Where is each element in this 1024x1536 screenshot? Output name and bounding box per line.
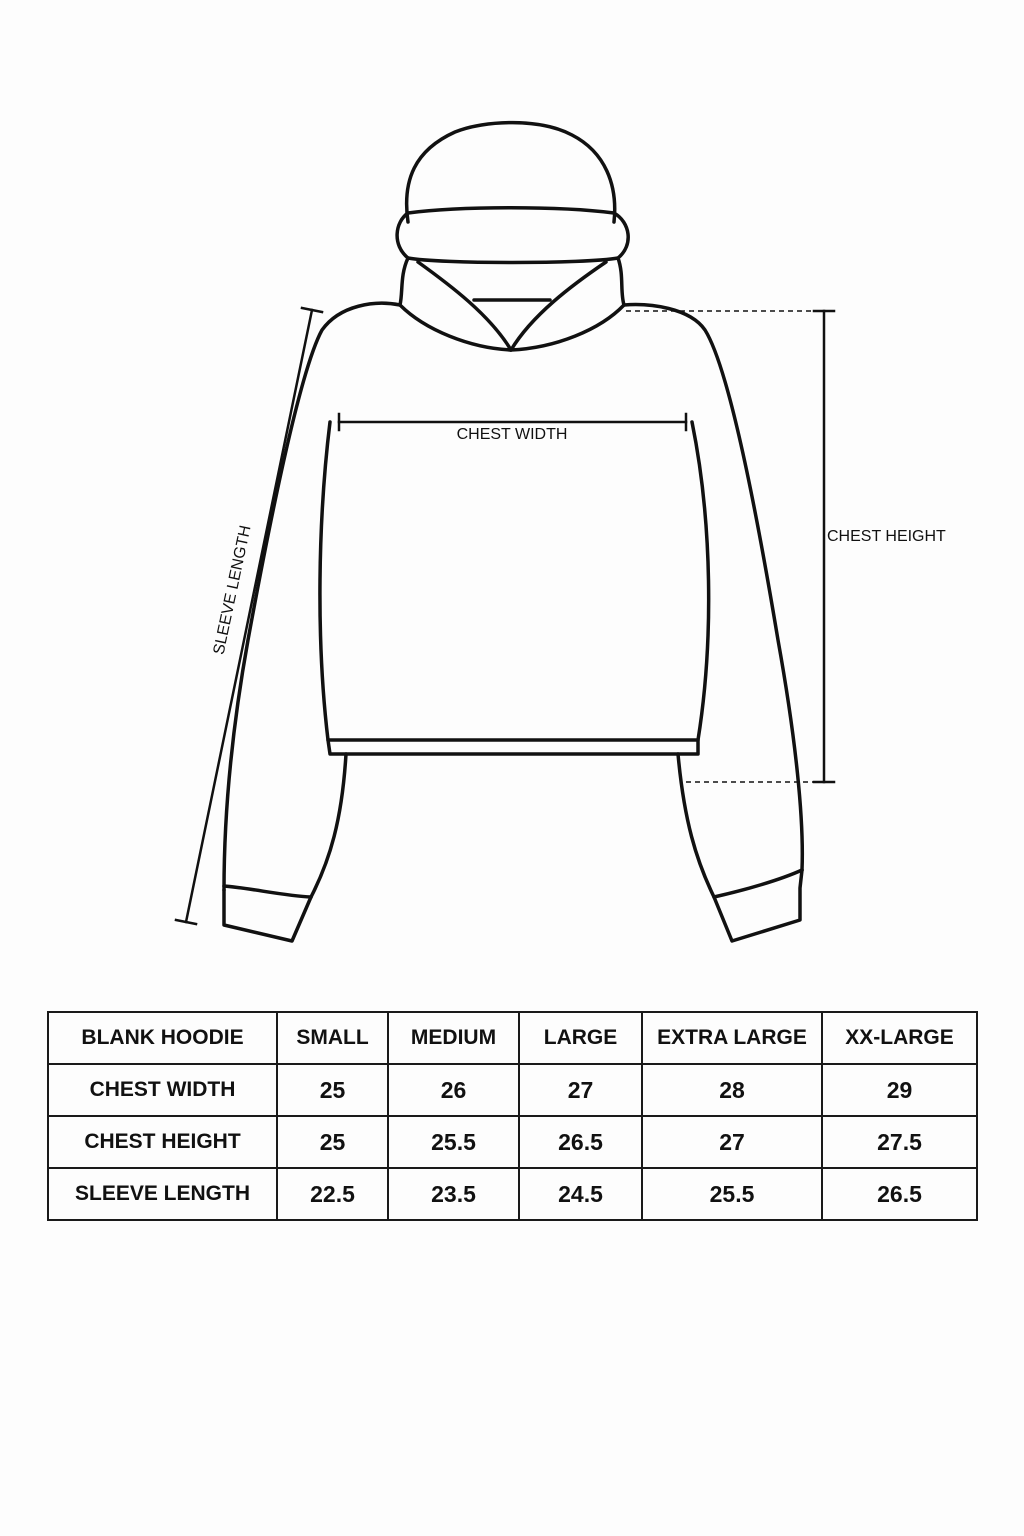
product-name-header: BLANK HOODIE bbox=[48, 1012, 277, 1064]
size-header: XX-LARGE bbox=[822, 1012, 977, 1064]
right-sleeve-outer bbox=[624, 305, 802, 870]
size-header: LARGE bbox=[519, 1012, 642, 1064]
measurement-value: 28 bbox=[642, 1064, 822, 1116]
sleeve-length-line bbox=[186, 310, 312, 922]
measurement-value: 25.5 bbox=[388, 1116, 519, 1168]
body-left-side bbox=[320, 422, 330, 740]
measurement-value: 26.5 bbox=[519, 1116, 642, 1168]
measurement-value: 23.5 bbox=[388, 1168, 519, 1220]
left-cuff-seam bbox=[224, 886, 311, 897]
hood-collar-right bbox=[511, 258, 624, 350]
chest-width-label: CHEST WIDTH bbox=[456, 426, 568, 443]
right-cuff-seam bbox=[714, 870, 802, 897]
measurement-value: 29 bbox=[822, 1064, 977, 1116]
measurement-value: 25.5 bbox=[642, 1168, 822, 1220]
right-cuff bbox=[714, 870, 802, 941]
size-header: SMALL bbox=[277, 1012, 388, 1064]
table-row bbox=[48, 1064, 977, 1116]
measurement-value: 22.5 bbox=[277, 1168, 388, 1220]
size-header: MEDIUM bbox=[388, 1012, 519, 1064]
hood-collar-left bbox=[400, 258, 511, 350]
measurement-value: 27 bbox=[642, 1116, 822, 1168]
left-sleeve-inner bbox=[311, 754, 346, 897]
measurement-label: SLEEVE LENGTH bbox=[48, 1168, 277, 1220]
measurement-value: 26 bbox=[388, 1064, 519, 1116]
measurement-value: 27 bbox=[519, 1064, 642, 1116]
table-row bbox=[48, 1168, 977, 1220]
chest-height-label: CHEST HEIGHT bbox=[827, 528, 946, 545]
measurement-value: 25 bbox=[277, 1116, 388, 1168]
measurement-value: 25 bbox=[277, 1064, 388, 1116]
measurement-value: 26.5 bbox=[822, 1168, 977, 1220]
table-row bbox=[48, 1116, 977, 1168]
size-header: EXTRA LARGE bbox=[642, 1012, 822, 1064]
sleeve-length-label: SLEEVE LENGTH bbox=[210, 523, 255, 657]
size-chart-table bbox=[47, 1011, 978, 1221]
table-header-row bbox=[48, 1012, 977, 1064]
left-sleeve-outer bbox=[224, 303, 400, 890]
hood-rim-outline bbox=[397, 208, 628, 263]
waistband bbox=[328, 740, 698, 754]
measurement-label: CHEST HEIGHT bbox=[48, 1116, 277, 1168]
measurement-value: 24.5 bbox=[519, 1168, 642, 1220]
measurement-value: 27.5 bbox=[822, 1116, 977, 1168]
right-sleeve-inner bbox=[678, 754, 714, 897]
body-right-side bbox=[692, 422, 709, 740]
measurement-label: CHEST WIDTH bbox=[48, 1064, 277, 1116]
size-chart-body bbox=[48, 1012, 977, 1220]
